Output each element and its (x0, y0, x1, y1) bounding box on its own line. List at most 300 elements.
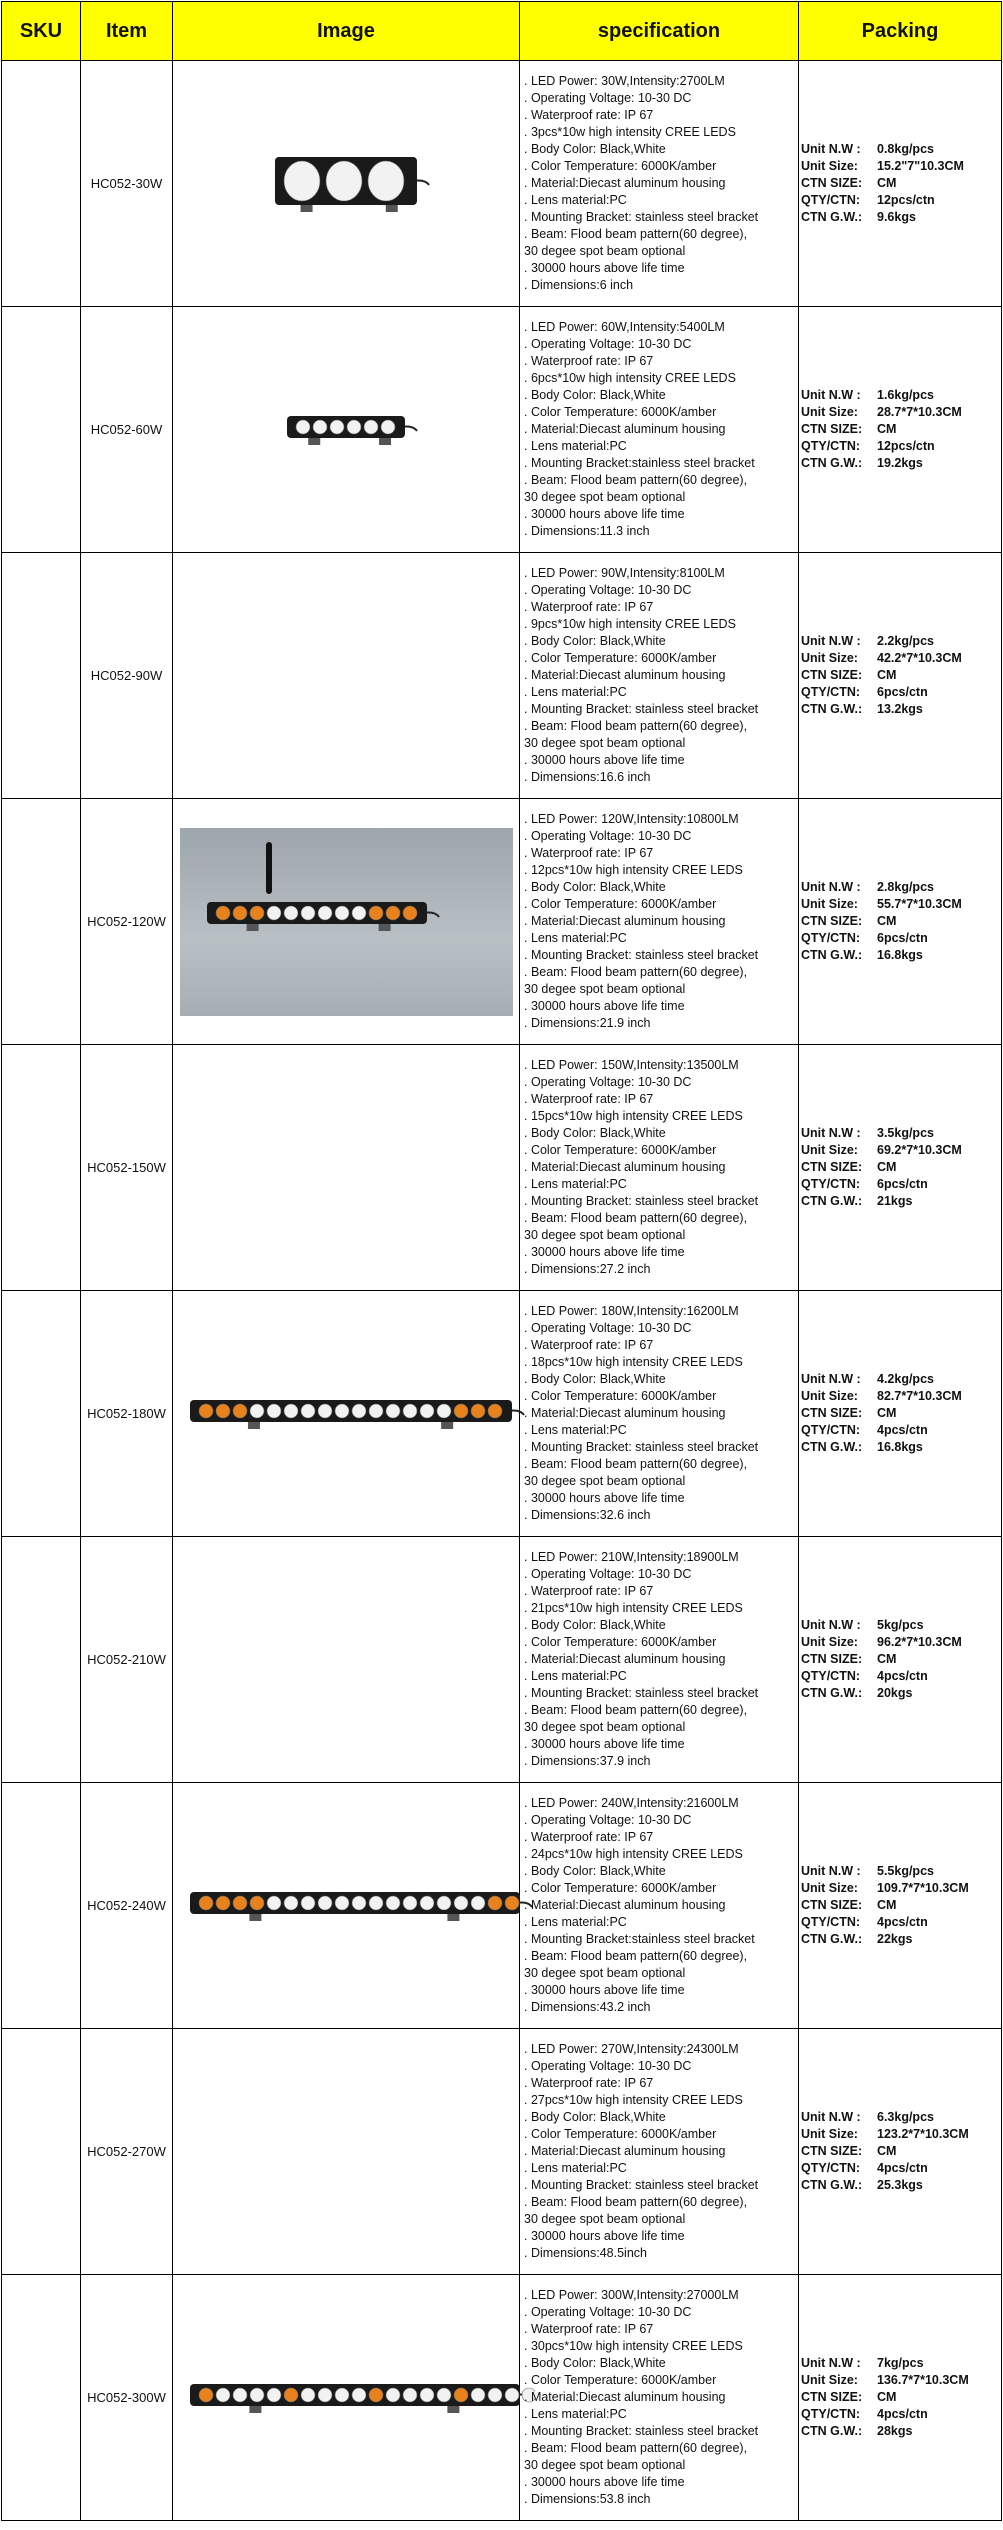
packing-label: Unit Size: (801, 897, 858, 911)
header-specification: specification (520, 2, 799, 61)
spec-line: . Material:Diecast aluminum housing (524, 668, 726, 682)
packing-line (801, 1371, 1001, 1388)
led-light-bar-image (175, 1880, 535, 1932)
packing-label: QTY/CTN: (801, 1423, 861, 1437)
packing-line (801, 1617, 1001, 1634)
table-row (2, 2275, 1002, 2521)
spec-line: . Waterproof rate: IP 67 (524, 2322, 654, 2336)
spec-line: . Operating Voltage: 10-30 DC (524, 2305, 692, 2319)
header-image: Image (173, 2, 520, 61)
packing-value: CM (877, 668, 897, 682)
packing-value: 4pcs/ctn (877, 2407, 928, 2421)
packing-value: 6pcs/ctn (877, 685, 928, 699)
packing-value: 2.8kg/pcs (877, 880, 934, 894)
packing-label: Unit Size: (801, 1635, 858, 1649)
item-cell (81, 1537, 173, 1783)
packing-value: 109.7*7*10.3CM (877, 1881, 969, 1895)
spec-line: . Lens material:PC (524, 439, 627, 453)
table-row (2, 1783, 1002, 2029)
specification-cell (520, 1537, 799, 1783)
packing-line (801, 158, 1001, 175)
image-cell (173, 799, 520, 1045)
spec-line: . 18pcs*10w high intensity CREE LEDS (524, 1355, 743, 1369)
spec-line: . 30000 hours above life time (524, 2475, 685, 2489)
packing-cell (799, 799, 1002, 1045)
spec-line: . Lens material:PC (524, 1915, 627, 1929)
sku-cell (2, 1783, 81, 2029)
packing-value: 16.8kgs (877, 1440, 923, 1454)
item-cell (81, 1291, 173, 1537)
spec-line: . Dimensions:6 inch (524, 278, 634, 292)
packing-value: 12pcs/ctn (877, 193, 935, 207)
packing-value: 5.5kg/pcs (877, 1864, 934, 1878)
spec-line: . Operating Voltage: 10-30 DC (524, 583, 692, 597)
spec-line: . Operating Voltage: 10-30 DC (524, 1813, 692, 1827)
spec-line: . Waterproof rate: IP 67 (524, 1092, 654, 1106)
spec-line: . Body Color: Black,White (524, 634, 666, 648)
spec-line: . Operating Voltage: 10-30 DC (524, 829, 692, 843)
packing-line (801, 387, 1001, 404)
packing-label: Unit Size: (801, 405, 858, 419)
packing-label: QTY/CTN: (801, 1177, 861, 1191)
packing-line (801, 421, 1001, 438)
packing-value: 12pcs/ctn (877, 439, 935, 453)
image-cell (173, 1291, 520, 1537)
spec-line: . Dimensions:37.9 inch (524, 1754, 651, 1768)
led-light-bar-image (260, 145, 432, 223)
spec-line: . Material:Diecast aluminum housing (524, 1652, 726, 1666)
packing-line (801, 192, 1001, 209)
packing-label: Unit Size: (801, 1881, 858, 1895)
spec-line: . Dimensions:11.3 inch (524, 524, 650, 538)
packing-value: 4pcs/ctn (877, 1423, 928, 1437)
packing-line (801, 2126, 1001, 2143)
packing-label: Unit N.W : (801, 2356, 861, 2370)
item-cell (81, 799, 173, 1045)
packing-line (801, 1634, 1001, 1651)
packing-line (801, 141, 1001, 158)
packing-line (801, 1142, 1001, 1159)
packing-label: Unit Size: (801, 2373, 858, 2387)
packing-line (801, 2109, 1001, 2126)
spec-line: . Dimensions:32.6 inch (524, 1508, 651, 1522)
packing-line (801, 2372, 1001, 2389)
packing-label: QTY/CTN: (801, 2407, 861, 2421)
spec-line: . Material:Diecast aluminum housing (524, 2144, 726, 2158)
spec-line: . Waterproof rate: IP 67 (524, 1584, 654, 1598)
spec-line: . Body Color: Black,White (524, 1864, 666, 1878)
spec-line: . Lens material:PC (524, 685, 627, 699)
spec-line: . LED Power: 120W,Intensity:10800LM (524, 812, 739, 826)
spec-line: . Beam: Flood beam pattern(60 degree), (524, 1949, 748, 1963)
packing-line (801, 1422, 1001, 1439)
spec-line: . Color Temperature: 6000K/amber (524, 405, 717, 419)
sku-cell (2, 799, 81, 1045)
packing-label: Unit N.W : (801, 1126, 861, 1140)
packing-line (801, 2177, 1001, 2194)
packing-label: Unit N.W : (801, 2110, 861, 2124)
image-cell (173, 1783, 520, 2029)
specification-cell (520, 1045, 799, 1291)
packing-line (801, 1439, 1001, 1456)
packing-value: 28.7*7*10.3CM (877, 405, 962, 419)
packing-value: 9.6kgs (877, 210, 916, 224)
spec-line: . Material:Diecast aluminum housing (524, 176, 726, 190)
spec-line: . LED Power: 210W,Intensity:18900LM (524, 1550, 739, 1564)
packing-label: Unit N.W : (801, 1618, 861, 1632)
item-cell (81, 61, 173, 307)
packing-line (801, 2406, 1001, 2423)
spec-line: . Mounting Bracket: stainless steel bracket (524, 702, 759, 716)
packing-line (801, 1897, 1001, 1914)
header-item: Item (81, 2, 173, 61)
image-cell (173, 61, 520, 307)
spec-line: . 12pcs*10w high intensity CREE LEDS (524, 863, 743, 877)
spec-line: . Color Temperature: 6000K/amber (524, 1635, 717, 1649)
spec-line: . Operating Voltage: 10-30 DC (524, 1321, 692, 1335)
packing-label: CTN G.W.: (801, 948, 863, 962)
packing-value: 69.2*7*10.3CM (877, 1143, 962, 1157)
spec-line: . Mounting Bracket: stainless steel bracket (524, 1194, 759, 1208)
spec-line: . Dimensions:53.8 inch (524, 2492, 651, 2506)
spec-line: 30 degee spot beam optional (524, 244, 686, 258)
packing-label: CTN G.W.: (801, 210, 863, 224)
spec-line: . LED Power: 180W,Intensity:16200LM (524, 1304, 739, 1318)
packing-label: QTY/CTN: (801, 931, 861, 945)
spec-line: . 15pcs*10w high intensity CREE LEDS (524, 1109, 743, 1123)
spec-line: . Mounting Bracket: stainless steel bracket (524, 2424, 759, 2438)
spec-line: . Lens material:PC (524, 193, 627, 207)
packing-value: 16.8kgs (877, 948, 923, 962)
packing-value: 15.2"7"10.3CM (877, 159, 964, 173)
specification-cell (520, 2275, 799, 2521)
item-code: HC052-300W (87, 2390, 166, 2405)
packing-cell (799, 1291, 1002, 1537)
spec-line: 30 degee spot beam optional (524, 1720, 686, 1734)
table-row (2, 1291, 1002, 1537)
sku-cell (2, 553, 81, 799)
packing-label: CTN SIZE: (801, 1652, 863, 1666)
sku-cell (2, 1045, 81, 1291)
spec-line: . Body Color: Black,White (524, 1618, 666, 1632)
packing-value: 4pcs/ctn (877, 2161, 928, 2175)
spec-line: . Body Color: Black,White (524, 1126, 666, 1140)
spec-line: 30 degee spot beam optional (524, 2212, 686, 2226)
packing-cell (799, 553, 1002, 799)
packing-line (801, 1880, 1001, 1897)
packing-value: 21kgs (877, 1194, 913, 1208)
sku-cell (2, 2029, 81, 2275)
packing-label: CTN SIZE: (801, 176, 863, 190)
packing-label: CTN G.W.: (801, 456, 863, 470)
packing-cell (799, 1045, 1002, 1291)
spec-line: . Dimensions:43.2 inch (524, 2000, 651, 2014)
product-sheet (1, 1, 1001, 2528)
spec-line: . Color Temperature: 6000K/amber (524, 1389, 717, 1403)
packing-label: Unit Size: (801, 1143, 858, 1157)
spec-line: . 30000 hours above life time (524, 753, 685, 767)
image-cell (173, 1045, 520, 1291)
spec-line: . Waterproof rate: IP 67 (524, 108, 654, 122)
spec-line: . Operating Voltage: 10-30 DC (524, 1567, 692, 1581)
spec-line: . 30000 hours above life time (524, 507, 685, 521)
spec-line: . Beam: Flood beam pattern(60 degree), (524, 2195, 748, 2209)
packing-label: CTN SIZE: (801, 1406, 863, 1420)
packing-label: CTN G.W.: (801, 1932, 863, 1946)
sku-cell (2, 2275, 81, 2521)
packing-value: 0.8kg/pcs (877, 142, 934, 156)
spec-line: . LED Power: 270W,Intensity:24300LM (524, 2042, 739, 2056)
packing-value: 4pcs/ctn (877, 1915, 928, 1929)
packing-line (801, 209, 1001, 226)
packing-line (801, 701, 1001, 718)
spec-line: . Body Color: Black,White (524, 142, 666, 156)
sku-cell (2, 307, 81, 553)
spec-line: . Beam: Flood beam pattern(60 degree), (524, 1457, 748, 1471)
packing-line (801, 404, 1001, 421)
spec-line: . Beam: Flood beam pattern(60 degree), (524, 1703, 748, 1717)
packing-value: 6pcs/ctn (877, 931, 928, 945)
spec-line: 30 degee spot beam optional (524, 490, 686, 504)
packing-line (801, 175, 1001, 192)
spec-line: . LED Power: 240W,Intensity:21600LM (524, 1796, 739, 1810)
spec-line: . 27pcs*10w high intensity CREE LEDS (524, 2093, 743, 2107)
packing-line (801, 650, 1001, 667)
spec-line: . Lens material:PC (524, 2161, 627, 2175)
spec-line: 30 degee spot beam optional (524, 2458, 686, 2472)
header-packing: Packing (799, 2, 1002, 61)
packing-value: 42.2*7*10.3CM (877, 651, 962, 665)
packing-label: Unit N.W : (801, 142, 861, 156)
spec-line: . 30000 hours above life time (524, 1737, 685, 1751)
spec-line: . Waterproof rate: IP 67 (524, 354, 654, 368)
packing-value: 4.2kg/pcs (877, 1372, 934, 1386)
spec-line: . Color Temperature: 6000K/amber (524, 651, 717, 665)
packing-label: QTY/CTN: (801, 1669, 861, 1683)
packing-label: Unit N.W : (801, 388, 861, 402)
spec-line: . Waterproof rate: IP 67 (524, 2076, 654, 2090)
spec-line: . Mounting Bracket: stainless steel bracket (524, 1686, 759, 1700)
spec-line: . Body Color: Black,White (524, 388, 666, 402)
spec-line: . Dimensions:48.5inch (524, 2246, 647, 2260)
table-row (2, 799, 1002, 1045)
packing-cell (799, 61, 1002, 307)
packing-label: Unit N.W : (801, 880, 861, 894)
item-cell (81, 1045, 173, 1291)
spec-line: . LED Power: 150W,Intensity:13500LM (524, 1058, 739, 1072)
table-row (2, 2029, 1002, 2275)
item-code: HC052-90W (90, 668, 163, 683)
spec-line: . Operating Voltage: 10-30 DC (524, 337, 692, 351)
spec-line: . Mounting Bracket:stainless steel bracket (524, 456, 755, 470)
packing-label: QTY/CTN: (801, 685, 861, 699)
packing-line (801, 930, 1001, 947)
packing-value: 6.3kg/pcs (877, 2110, 934, 2124)
image-cell (173, 307, 520, 553)
item-code: HC052-180W (87, 1406, 166, 1421)
packing-line (801, 684, 1001, 701)
packing-label: QTY/CTN: (801, 1915, 861, 1929)
packing-label: Unit Size: (801, 159, 858, 173)
packing-label: Unit Size: (801, 1389, 858, 1403)
specification-cell (520, 61, 799, 307)
spec-line: 30 degee spot beam optional (524, 982, 686, 996)
packing-label: Unit N.W : (801, 1372, 861, 1386)
item-code: HC052-150W (87, 1160, 166, 1175)
image-cell (173, 2029, 520, 2275)
item-cell (81, 307, 173, 553)
product-table (1, 1, 1002, 2521)
item-code: HC052-210W (87, 1652, 166, 1667)
item-code: HC052-60W (90, 422, 163, 437)
table-row (2, 553, 1002, 799)
spec-line: . 24pcs*10w high intensity CREE LEDS (524, 1847, 743, 1861)
packing-value: 19.2kgs (877, 456, 923, 470)
spec-line: . Beam: Flood beam pattern(60 degree), (524, 1211, 748, 1225)
packing-value: 6pcs/ctn (877, 1177, 928, 1191)
packing-cell (799, 2275, 1002, 2521)
packing-line (801, 2389, 1001, 2406)
packing-value: CM (877, 2144, 897, 2158)
sku-cell (2, 1291, 81, 1537)
specification-cell (520, 1783, 799, 2029)
item-cell (81, 2029, 173, 2275)
packing-value: 2.2kg/pcs (877, 634, 934, 648)
image-cell (173, 1537, 520, 1783)
spec-line: . Dimensions:21.9 inch (524, 1016, 651, 1030)
table-body (2, 61, 1002, 2521)
packing-line (801, 1685, 1001, 1702)
packing-value: CM (877, 1898, 897, 1912)
packing-line (801, 455, 1001, 472)
specification-cell (520, 1291, 799, 1537)
spec-line: . Waterproof rate: IP 67 (524, 1338, 654, 1352)
packing-cell (799, 2029, 1002, 2275)
packing-label: CTN SIZE: (801, 2144, 863, 2158)
packing-line (801, 1125, 1001, 1142)
item-cell (81, 1783, 173, 2029)
packing-value: CM (877, 1652, 897, 1666)
packing-value: 1.6kg/pcs (877, 388, 934, 402)
spec-line: . LED Power: 90W,Intensity:8100LM (524, 566, 725, 580)
spec-line: . Dimensions:27.2 inch (524, 1262, 651, 1276)
spec-line: . 9pcs*10w high intensity CREE LEDS (524, 617, 736, 631)
spec-line: . Beam: Flood beam pattern(60 degree), (524, 719, 748, 733)
spec-line: . LED Power: 60W,Intensity:5400LM (524, 320, 725, 334)
spec-line: . Color Temperature: 6000K/amber (524, 159, 717, 173)
packing-label: Unit N.W : (801, 1864, 861, 1878)
packing-label: QTY/CTN: (801, 193, 861, 207)
spec-line: . Beam: Flood beam pattern(60 degree), (524, 227, 748, 241)
spec-line: . Dimensions:16.6 inch (524, 770, 651, 784)
packing-line (801, 2355, 1001, 2372)
spec-line: . Mounting Bracket: stainless steel bracket (524, 2178, 759, 2192)
packing-label: CTN G.W.: (801, 1686, 863, 1700)
spec-line: . Body Color: Black,White (524, 1372, 666, 1386)
packing-value: 55.7*7*10.3CM (877, 897, 962, 911)
packing-value: CM (877, 422, 897, 436)
header-sku: SKU (2, 2, 81, 61)
spec-line: . Body Color: Black,White (524, 2356, 666, 2370)
spec-line: . Beam: Flood beam pattern(60 degree), (524, 2441, 748, 2455)
spec-line: . Material:Diecast aluminum housing (524, 1160, 726, 1174)
packing-label: CTN SIZE: (801, 668, 863, 682)
packing-label: CTN G.W.: (801, 2424, 863, 2438)
packing-label: CTN G.W.: (801, 1194, 863, 1208)
packing-line (801, 1863, 1001, 1880)
spec-line: . Waterproof rate: IP 67 (524, 846, 654, 860)
spec-line: . Lens material:PC (524, 931, 627, 945)
sku-cell (2, 61, 81, 307)
packing-label: CTN G.W.: (801, 1440, 863, 1454)
spec-line: . Color Temperature: 6000K/amber (524, 2127, 717, 2141)
spec-line: . Mounting Bracket: stainless steel bracket (524, 948, 759, 962)
packing-value: 82.7*7*10.3CM (877, 1389, 962, 1403)
packing-line (801, 2160, 1001, 2177)
spec-line: . Material:Diecast aluminum housing (524, 2390, 726, 2404)
spec-line: . Body Color: Black,White (524, 2110, 666, 2124)
packing-line (801, 633, 1001, 650)
packing-label: QTY/CTN: (801, 2161, 861, 2175)
packing-value: 4pcs/ctn (877, 1669, 928, 1683)
spec-line: . Waterproof rate: IP 67 (524, 600, 654, 614)
spec-line: . Color Temperature: 6000K/amber (524, 1143, 717, 1157)
spec-line: . 30000 hours above life time (524, 1245, 685, 1259)
packing-line (801, 913, 1001, 930)
packing-line (801, 1193, 1001, 1210)
packing-line (801, 1159, 1001, 1176)
led-light-bar-image (175, 2372, 535, 2424)
spec-line: . Lens material:PC (524, 1423, 627, 1437)
spec-line: . Material:Diecast aluminum housing (524, 914, 726, 928)
packing-cell (799, 1537, 1002, 1783)
led-light-bar-image (175, 1388, 527, 1440)
table-row (2, 1537, 1002, 1783)
specification-cell (520, 2029, 799, 2275)
packing-line (801, 879, 1001, 896)
packing-value: 25.3kgs (877, 2178, 923, 2192)
spec-line: . 30000 hours above life time (524, 999, 685, 1013)
packing-label: CTN SIZE: (801, 2390, 863, 2404)
packing-line (801, 896, 1001, 913)
specification-cell (520, 307, 799, 553)
spec-line: . Mounting Bracket: stainless steel bracket (524, 210, 759, 224)
item-code: HC052-30W (90, 176, 163, 191)
spec-line: . Color Temperature: 6000K/amber (524, 897, 717, 911)
packing-line (801, 1668, 1001, 1685)
packing-value: 5kg/pcs (877, 1618, 924, 1632)
packing-line (801, 1931, 1001, 1948)
packing-value: 28kgs (877, 2424, 913, 2438)
packing-line (801, 1651, 1001, 1668)
packing-label: CTN G.W.: (801, 2178, 863, 2192)
packing-line (801, 947, 1001, 964)
item-code: HC052-270W (87, 2144, 166, 2159)
packing-label: Unit Size: (801, 2127, 858, 2141)
item-code: HC052-240W (87, 1898, 166, 1913)
spec-line: . Color Temperature: 6000K/amber (524, 1881, 717, 1895)
packing-value: CM (877, 2390, 897, 2404)
packing-value: 96.2*7*10.3CM (877, 1635, 962, 1649)
spec-line: 30 degee spot beam optional (524, 1474, 686, 1488)
packing-label: QTY/CTN: (801, 439, 861, 453)
packing-line (801, 2423, 1001, 2440)
spec-line: . Color Temperature: 6000K/amber (524, 2373, 717, 2387)
packing-label: CTN G.W.: (801, 702, 863, 716)
spec-line: . Operating Voltage: 10-30 DC (524, 91, 692, 105)
spec-line: . Waterproof rate: IP 67 (524, 1830, 654, 1844)
packing-label: CTN SIZE: (801, 1160, 863, 1174)
